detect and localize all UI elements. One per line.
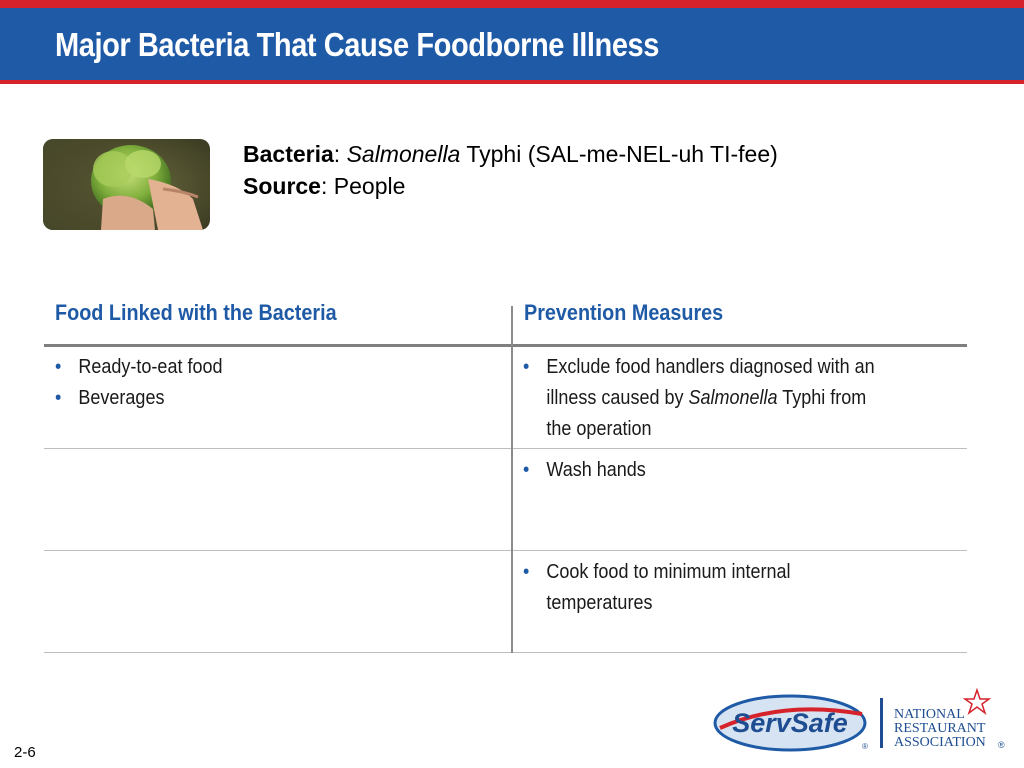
measure-line: the operation <box>546 418 652 440</box>
star-icon <box>965 690 989 713</box>
source-colon: : <box>320 173 334 199</box>
measure-text: Wash hands <box>546 459 646 481</box>
nra-line-3: ASSOCIATION <box>894 735 986 750</box>
measure-text: illness caused by <box>546 387 689 409</box>
bacteria-colon: : <box>333 141 347 167</box>
measure-line: temperatures <box>546 592 653 614</box>
lettuce-photo <box>43 139 210 230</box>
nra-line-1: NATIONAL <box>894 707 965 722</box>
bacteria-info <box>243 138 778 202</box>
bullet-icon: • <box>523 459 530 481</box>
nra-registered-mark: ® <box>998 740 1005 750</box>
header-divider <box>44 344 967 347</box>
column-divider <box>511 306 513 653</box>
food-column-header: Food Linked with the Bacteria <box>55 300 337 325</box>
row-divider-1 <box>44 448 967 449</box>
measure-text: Typhi from <box>777 387 867 409</box>
row-divider-2 <box>44 550 967 551</box>
bullet-icon: • <box>55 356 62 378</box>
registered-mark: ® <box>862 742 868 751</box>
bacteria-genus: Salmonella <box>346 141 461 167</box>
servsafe-nra-logo <box>712 688 1012 758</box>
food-item-label: Beverages <box>78 387 165 409</box>
bullet-icon: • <box>523 356 530 378</box>
list-item <box>523 352 875 445</box>
bullet-icon: • <box>55 387 62 409</box>
prevention-column-header: Prevention Measures <box>524 300 724 325</box>
table-bottom-line <box>44 652 967 653</box>
measure-line: Cook food to minimum internal <box>546 561 791 583</box>
title-top-stripe <box>0 0 1024 8</box>
slide-title: Major Bacteria That Cause Foodborne Illness <box>55 26 659 63</box>
footer-logos <box>712 688 1012 758</box>
bullet-icon: • <box>523 561 530 583</box>
source-line <box>243 170 778 202</box>
food-list <box>55 352 222 414</box>
measure-line <box>546 383 874 414</box>
bacteria-label: Bacteria <box>243 141 334 167</box>
measure-wash-hands <box>523 455 646 486</box>
servsafe-wordmark: ServSafe <box>732 708 848 738</box>
source-value: People <box>333 173 406 199</box>
measure-cook-food <box>523 557 791 619</box>
list-item <box>55 383 222 414</box>
food-item-label: Ready-to-eat food <box>78 356 223 378</box>
list-item <box>523 557 791 619</box>
bacteria-line <box>243 138 778 170</box>
bacteria-species: Typhi (SAL-me-NEL-uh TI-fee) <box>460 141 778 167</box>
measure-exclude-handlers <box>523 352 875 445</box>
title-bottom-stripe <box>0 80 1024 84</box>
measure-genus: Salmonella <box>688 387 778 409</box>
list-item <box>523 455 646 486</box>
slide-number: 2-6 <box>14 744 36 761</box>
nra-line-2: RESTAURANT <box>894 721 986 736</box>
source-label: Source <box>243 173 321 199</box>
title-bar <box>0 0 1024 84</box>
list-item <box>55 352 222 383</box>
measure-line: Exclude food handlers diagnosed with an <box>546 356 875 378</box>
